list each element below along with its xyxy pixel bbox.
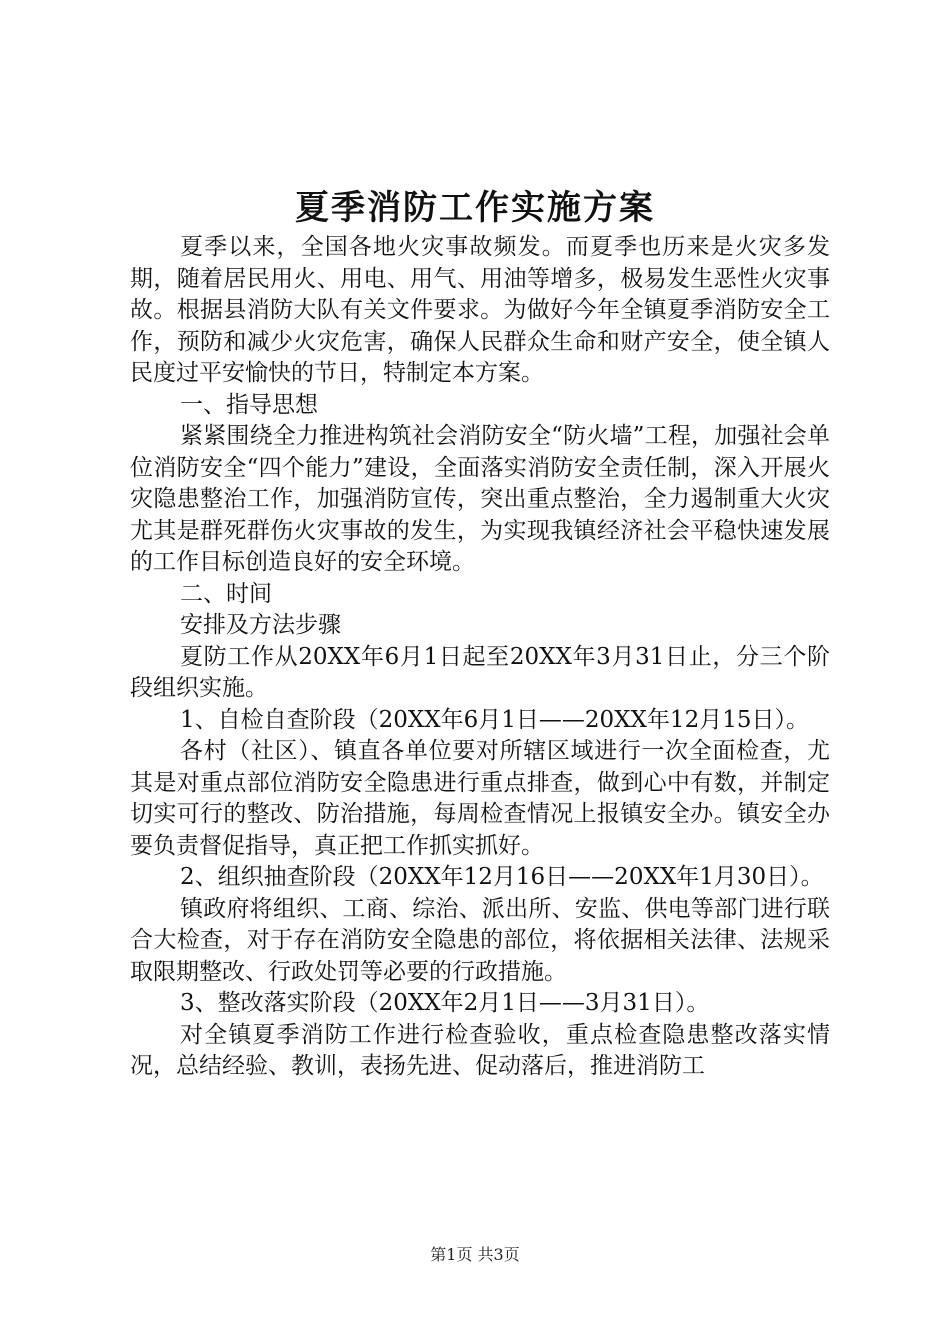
- phase-3-paragraph: 对全镇夏季消防工作进行检查验收，重点检查隐患整改落实情况，总结经验、教训，表扬先进、促动落后，推进消防工: [130, 1021, 830, 1079]
- phase-2-paragraph: 镇政府将组织、工商、综治、派出所、安监、供电等部门进行联合大检查，对于存在消防安全隐患的部位，将依据相关法律、法规采取限期整改、行政处罚等必要的行政措施。: [130, 895, 830, 985]
- page-number-footer: 第1页 共3页: [430, 1245, 520, 1264]
- phase-1-heading: 1、自检自查阶段（20XX年6月1日——20XX年12月15日）。: [180, 706, 809, 733]
- intro-paragraph: 夏季以来，全国各地火灾事故频发。而夏季也历来是火灾多发期，随着居民用火、用电、用气、用油等增多，极易发生恶性火灾事故。根据县消防大队有关文件要求。为做好今年全镇夏季消防安全工作，预防和减少火灾危害，确保人民群众生命和财产安全，使全镇人民度过平安愉快的节日，特制定本方案。: [130, 234, 830, 386]
- document-title: 夏季消防工作实施方案: [295, 188, 655, 228]
- document-body: [130, 232, 830, 1083]
- subheading-arrangement: 安排及方法步骤: [180, 612, 341, 638]
- schedule-paragraph: 夏防工作从20XX年6月1日起至20XX年3月31日止，分三个阶段组织实施。: [130, 643, 830, 701]
- guiding-thought-paragraph: 紧紧围绕全力推进构筑社会消防安全“防火墙”工程，加强社会单位消防安全“四个能力”建设，全面落实消防安全责任制，深入开展火灾隐患整治工作，加强消防宣传，突出重点整治，全力遏制重大火灾尤其是群死群伤火灾事故的发生，为实现我镇经济社会平稳快速发展的工作目标创造良好的安全环境。: [130, 423, 830, 575]
- phase-3-heading: 3、整改落实阶段（20XX年2月1日——3月31日）。: [180, 990, 710, 1016]
- section-heading-time: 二、时间: [180, 580, 272, 607]
- phase-1-paragraph: 各村（社区）、镇直各单位要对所辖区域进行一次全面检查，尤其是对重点部位消防安全隐患进行重点排查，做到心中有数，并制定切实可行的整改、防治措施，每周检查情况上报镇安全办。镇安全办要负责督促指导，真正把工作抓实抓好。: [130, 738, 830, 859]
- section-heading-guiding-thought: 一、指导思想: [180, 391, 318, 418]
- phase-2-heading: 2、组织抽查阶段（20XX年12月16日——20XX年1月30日）。: [180, 864, 824, 890]
